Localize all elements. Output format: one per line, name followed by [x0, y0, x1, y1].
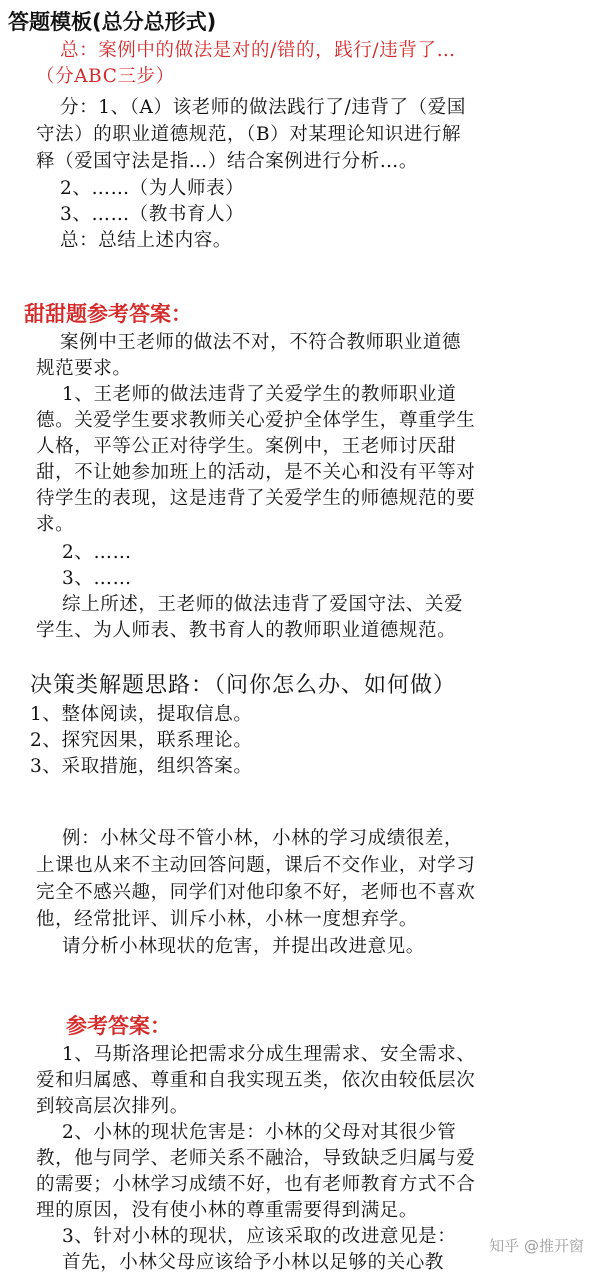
tiantian-line: 学生、为人师表、教书育人的教师职业道德规范。	[36, 620, 457, 641]
reference-line: 的需要；小林学习成绩不好，也有老师教育方式不合	[36, 1174, 476, 1195]
template-line-part1-end: 释（爱国守法是指…）结合案例进行分析…。	[36, 151, 419, 172]
template-line-point3: 3、……（教书育人）	[60, 204, 245, 225]
reference-line: 爱和归属感、尊重和自我实现五类，依次由较低层次	[36, 1070, 476, 1091]
template-line-part1: 分：1、（A）该老师的做法践行了/违背了（爱国	[60, 97, 466, 118]
example-line: 上课也从来不主动回答问题，课后不交作业，对学习	[36, 855, 476, 876]
decision-title: 决策类解题思路：（问你怎么办、如何做）	[30, 673, 457, 698]
template-line-part1-cont: 守法）的职业道德规范，（B）对某理论知识进行解	[36, 124, 462, 145]
tiantian-line: 德。关爱学生要求教师关心爱护全体学生，尊重学生	[36, 410, 476, 431]
reference-line: 教，他与同学、老师关系不融洽，导致缺乏归属与爱	[36, 1148, 476, 1169]
template-line-point2: 2、……（为人师表）	[60, 178, 245, 199]
tiantian-line: 规范要求。	[36, 358, 132, 379]
zhihu-watermark: 知乎 @推开窗	[489, 1237, 584, 1255]
reference-line: 3、针对小林的现状，应该采取的改进意见是：	[62, 1226, 457, 1247]
template-line-conclusion: 总：总结上述内容。	[60, 230, 232, 251]
example-line: 例：小林父母不管小林，小林的学习成绩很差，	[62, 828, 464, 849]
tiantian-line: 3、……	[62, 568, 132, 589]
template-line-summary: 总：案例中的做法是对的/错的，践行/违背了…	[60, 40, 456, 61]
reference-line: 到较高层次排列。	[36, 1096, 189, 1117]
tiantian-line: 1、王老师的做法违背了关爱学生的教师职业道	[62, 384, 457, 405]
tiantian-line: 案例中王老师的做法不对，不符合教师职业道德	[60, 332, 462, 353]
example-question: 请分析小林现状的危害，并提出改进意见。	[62, 936, 425, 957]
decision-step: 3、采取措施，组织答案。	[30, 756, 253, 777]
template-line-abc: （分ABC三步）	[36, 66, 175, 87]
tiantian-line: 甜，不让她参加班上的活动，是不关心和没有平等对	[36, 462, 476, 483]
decision-step: 1、整体阅读，提取信息。	[30, 704, 253, 725]
tiantian-line: 待学生的表现，这是违背了关爱学生的师德规范的要	[36, 488, 476, 509]
reference-line: 首先，小林父母应该给予小林以足够的关心教	[62, 1252, 445, 1273]
reference-line: 2、小林的现状危害是：小林的父母对其很少管	[62, 1122, 457, 1143]
reference-line: 理的原因，没有使小林的尊重需要得到满足。	[36, 1200, 419, 1221]
tiantian-line: 综上所述，王老师的做法违背了爱国守法、关爱	[62, 594, 464, 615]
example-line: 他，经常批评、训斥小林，小林一度想弃学。	[36, 909, 419, 930]
example-line: 完全不感兴趣，同学们对他印象不好，老师也不喜欢	[36, 882, 476, 903]
tiantian-line: 求。	[36, 514, 75, 535]
reference-title: 参考答案：	[66, 1014, 171, 1038]
tiantian-line: 人格，平等公正对待学生。案例中，王老师讨厌甜	[36, 436, 457, 457]
tiantian-line: 2、……	[62, 542, 132, 563]
decision-step: 2、探究因果，联系理论。	[30, 730, 253, 751]
reference-line: 1、马斯洛理论把需求分成生理需求、安全需求、	[62, 1044, 476, 1065]
tiantian-title: 甜甜题参考答案：	[24, 302, 192, 326]
template-title: 答题模板(总分总形式)	[8, 10, 217, 34]
